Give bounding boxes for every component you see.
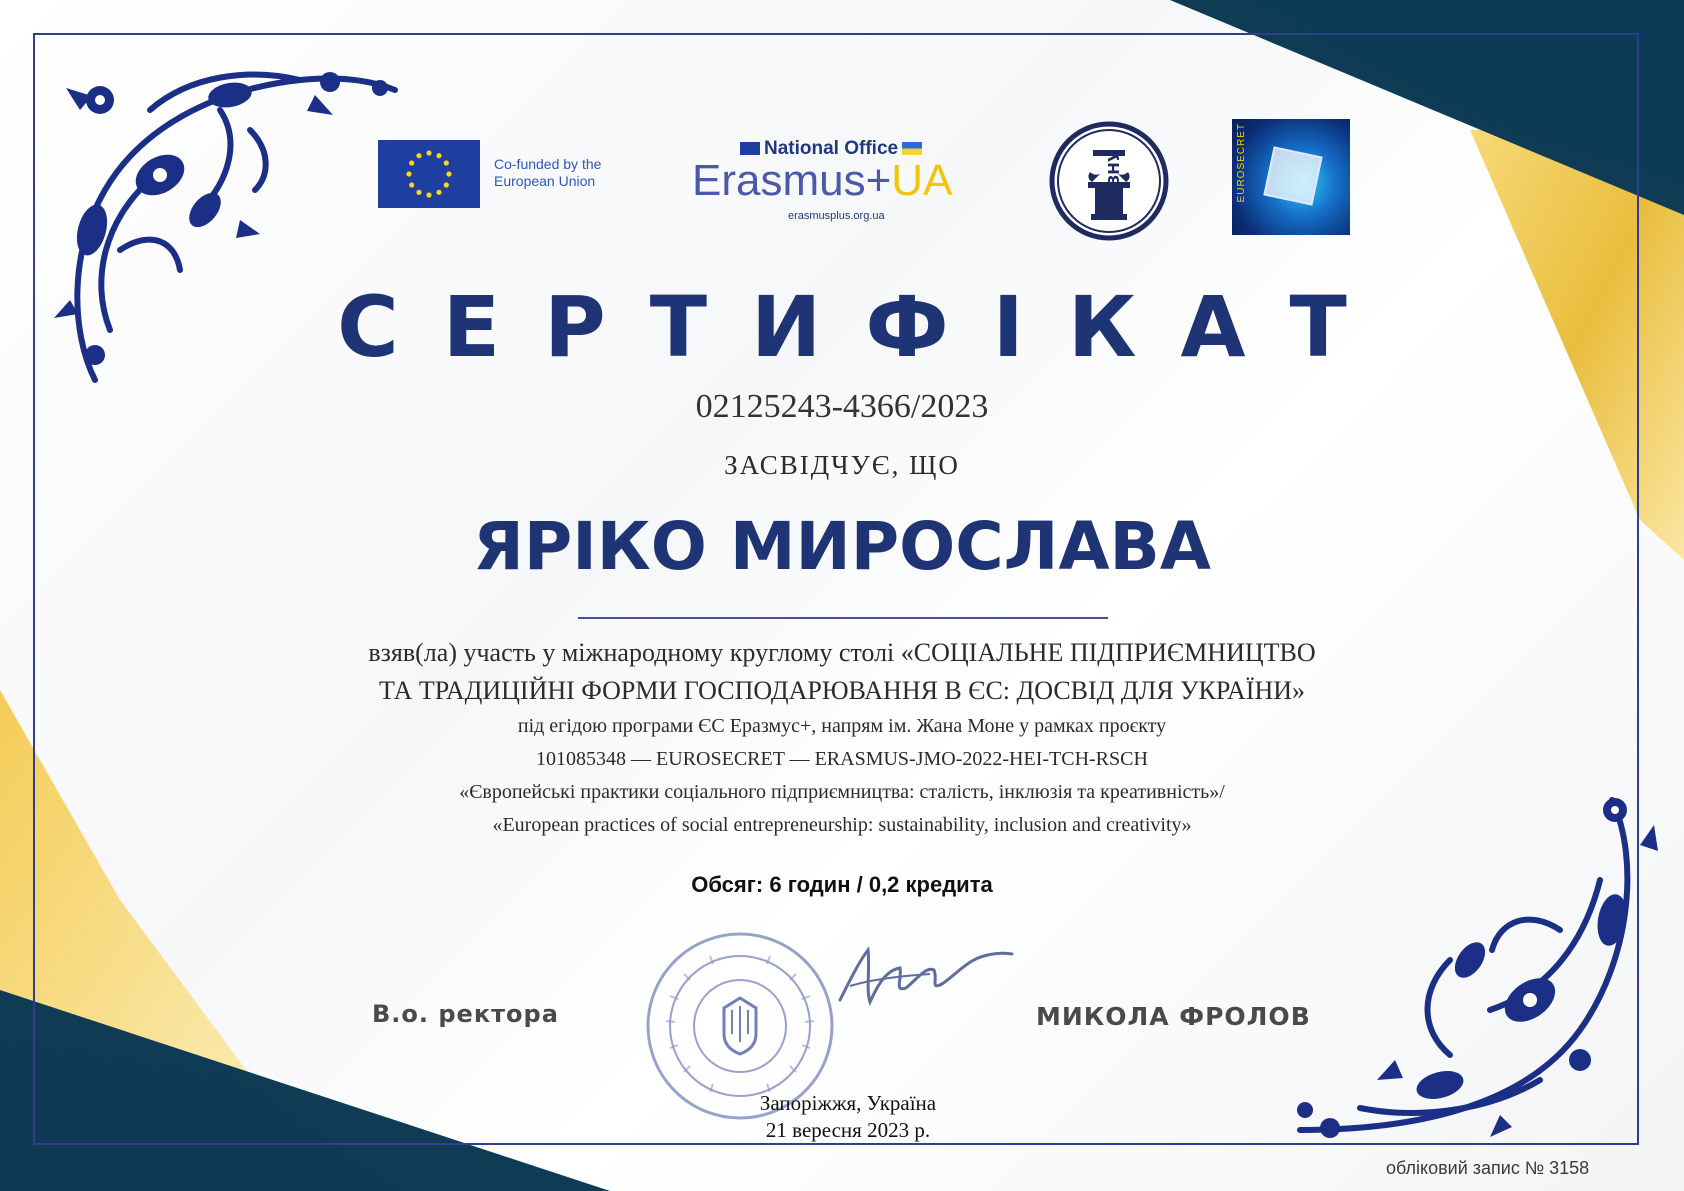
rector-signature — [830, 940, 1020, 1020]
body-line-4: 101085348 — EUROSECRET — ERASMUS-JMO-2022-HEI-TCH-RSCH — [536, 748, 1148, 770]
name-underline — [578, 617, 1108, 619]
znu-university-logo — [1048, 120, 1170, 242]
partner-logos — [0, 120, 1684, 250]
certificate-body — [120, 634, 1564, 842]
recipient-name: ЯРІКО МИРОСЛАВА — [473, 508, 1211, 585]
certificate-title: СЕРТИФІКАТ — [337, 278, 1391, 376]
znu-logo-text: ЗНУ — [1105, 150, 1123, 186]
certifies-label: ЗАСВІДЧУЄ, ЩО — [724, 450, 960, 480]
certificate-number: 02125243-4366/2023 — [695, 388, 989, 425]
body-line-3: під егідою програми ЄС Еразмус+, напрям ім. Жана Моне у рамках проєкту — [517, 715, 1167, 737]
eurosecret-cube-icon — [1263, 146, 1322, 205]
erasmus-wordmark — [692, 156, 952, 206]
erasmus-office-label: National Office — [764, 138, 899, 159]
body-line-2: ТА ТРАДИЦІЙНІ ФОРМИ ГОСПОДАРЮВАННЯ В ЄС: ДОСВІД ДЛЯ УКРАЇНИ» — [378, 676, 1305, 705]
record-number: обліковий запис № 3158 — [1386, 1158, 1590, 1178]
eu-mini-flag-icon — [740, 142, 760, 155]
body-line-6: «European practices of social entrepreneurship: sustainability, inclusion and creativity» — [492, 814, 1192, 836]
course-volume: Обсяг: 6 годин / 0,2 кредита — [691, 872, 993, 897]
ua-mini-flag-icon — [902, 142, 922, 155]
eu-flag-icon — [378, 140, 480, 208]
rector-title: В.о. ректора — [372, 1000, 559, 1028]
body-line-5: «Європейські практики соціального підприємництва: сталість, інклюзія та креативність»/ — [459, 781, 1225, 803]
place-label: Запоріжжя, Україна — [759, 1091, 937, 1115]
erasmus-plus-label: Erasmus+ — [692, 156, 892, 205]
erasmus-ua-label: UA — [891, 156, 953, 205]
eu-cofunded-label: Co-funded by the European Union — [494, 156, 602, 189]
erasmus-url: erasmusplus.org.ua — [788, 210, 885, 222]
eurosecret-logo — [1232, 119, 1350, 235]
eurosecret-label: EUROSECRET — [1236, 123, 1247, 203]
signer-name: МИКОЛА ФРОЛОВ — [1036, 1002, 1311, 1031]
body-line-1: взяв(ла) участь у міжнародному круглому столі «СОЦІАЛЬНЕ ПІДПРИЄМНИЦТВО — [368, 638, 1316, 667]
erasmus-ua-logo — [690, 138, 990, 228]
place-and-date — [0, 1090, 1684, 1144]
date-label: 21 вересня 2023 р. — [765, 1118, 931, 1142]
